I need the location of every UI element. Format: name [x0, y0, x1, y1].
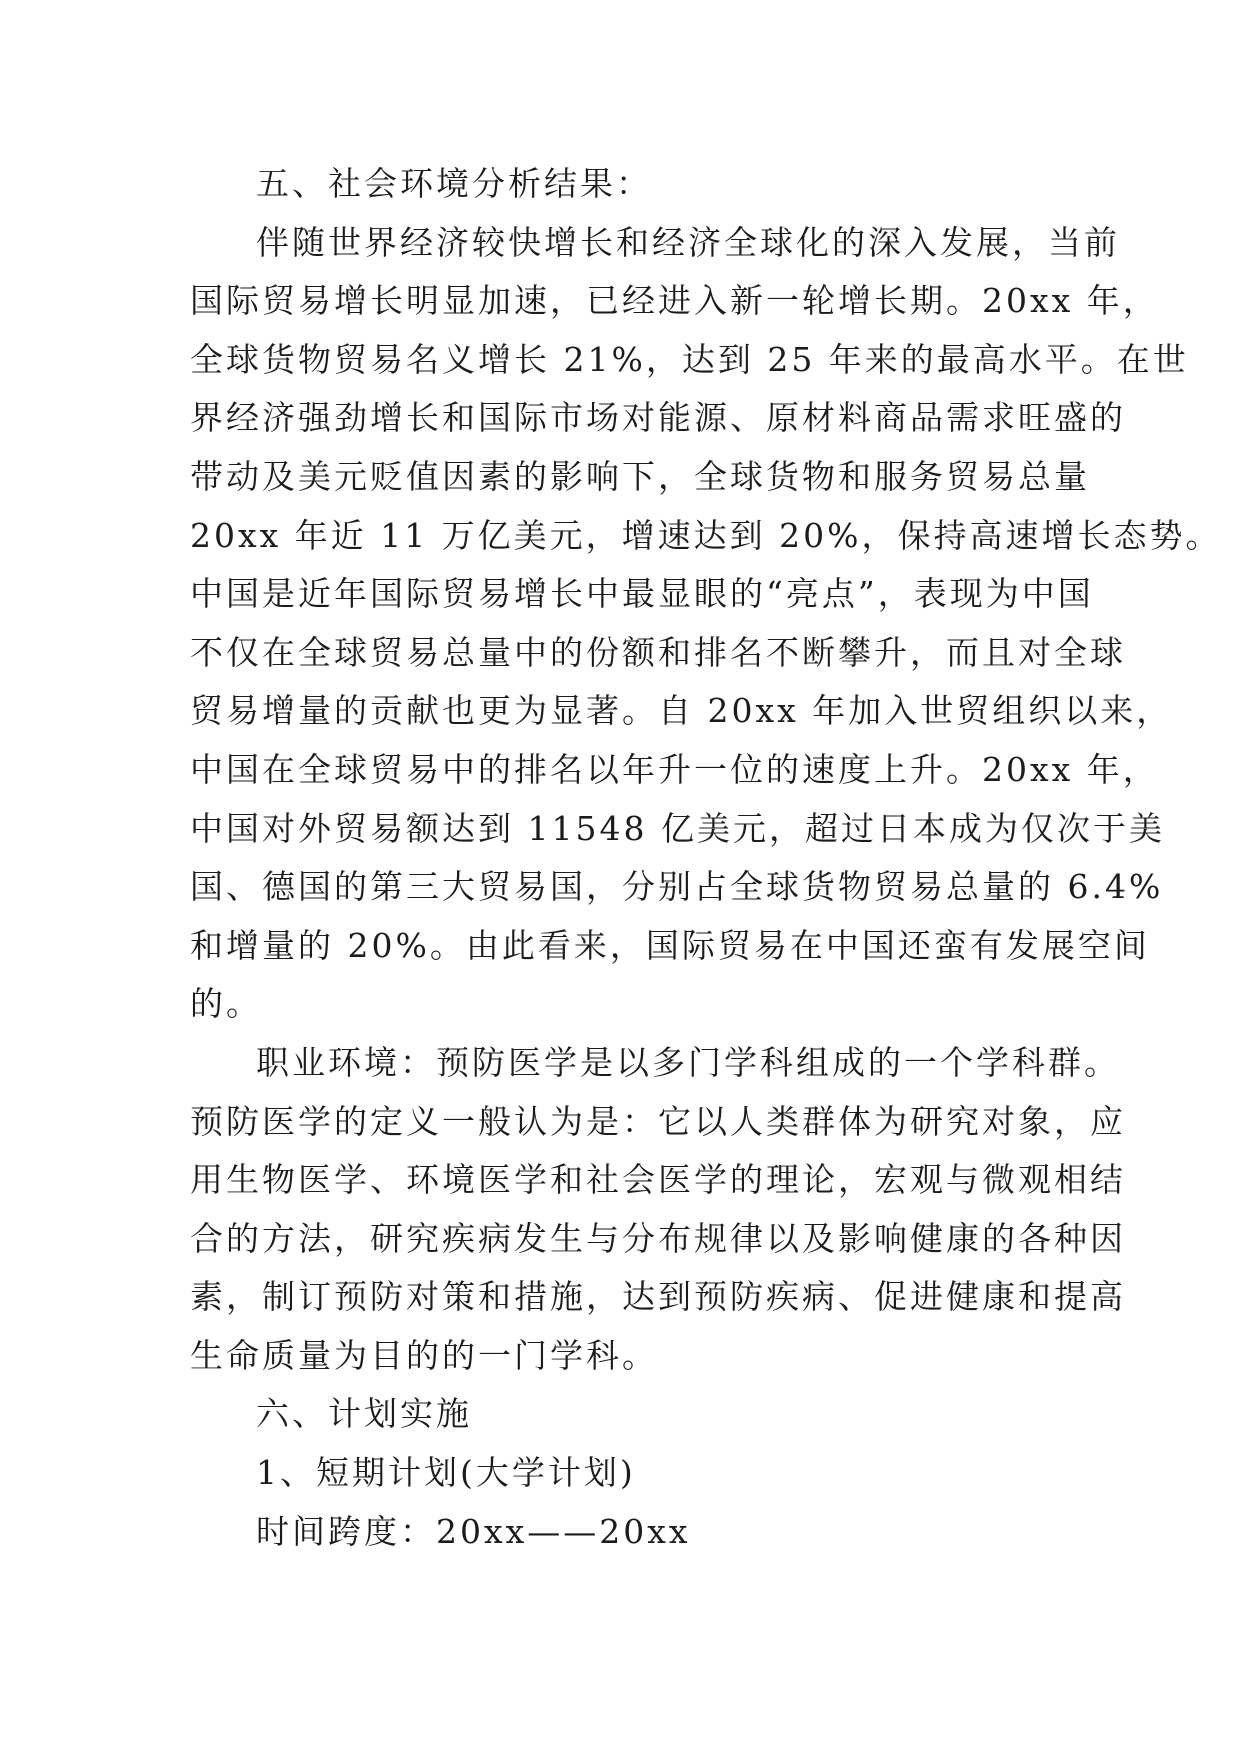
text-line: 界经济强劲增长和国际市场对能源、原材料商品需求旺盛的: [190, 398, 1126, 438]
text-line: 中国对外贸易额达到 11548 亿美元，超过日本成为仅次于美: [190, 808, 1165, 848]
text-line: 和增量的 20%。由此看来，国际贸易在中国还蛮有发展空间: [190, 925, 1150, 965]
text-line: 1、短期计划(大学计划): [256, 1453, 636, 1493]
text-line: 预防医学的定义一般认为是：它以人类群体为研究对象，应: [190, 1101, 1126, 1141]
text-line: 中国在全球贸易中的排名以年升一位的速度上升。20xx 年，: [190, 749, 1159, 789]
text-line: 伴随世界经济较快增长和经济全球化的深入发展，当前: [256, 222, 1120, 262]
text-line: 国、德国的第三大贸易国，分别占全球货物贸易总量的 6.4%: [190, 867, 1164, 907]
text-line: 职业环境：预防医学是以多门学科组成的一个学科群。: [256, 1042, 1120, 1082]
text-line: 中国是近年国际贸易增长中最显眼的“亮点”，表现为中国: [190, 574, 1094, 614]
text-line: 六、计划实施: [256, 1394, 472, 1434]
document-body: [190, 155, 1222, 1561]
text-line: 全球货物贸易名义增长 21%，达到 25 年来的最高水平。在世: [190, 339, 1189, 379]
text-line: 20xx 年近 11 万亿美元，增速达到 20%，保持高速增长态势。: [190, 515, 1222, 555]
text-line: 国际贸易增长明显加速，已经进入新一轮增长期。20xx 年，: [190, 281, 1159, 321]
text-line: 贸易增量的贡献也更为显著。自 20xx 年加入世贸组织以来，: [190, 691, 1173, 731]
text-line: 的。: [190, 984, 262, 1024]
text-line: 素，制订预防对策和措施，达到预防疾病、促进健康和提高: [190, 1277, 1126, 1317]
text-line: 用生物医学、环境医学和社会医学的理论，宏观与微观相结: [190, 1160, 1126, 1200]
text-line: 五、社会环境分析结果：: [256, 164, 652, 203]
text-line: 带动及美元贬值因素的影响下，全球货物和服务贸易总量: [190, 456, 1090, 496]
text-line: 不仅在全球贸易总量中的份额和排名不断攀升，而且对全球: [190, 632, 1126, 672]
text-line: 时间跨度：20xx——20xx: [256, 1511, 691, 1551]
text-line: 生命质量为目的的一门学科。: [190, 1335, 658, 1375]
text-line: 合的方法，研究疾病发生与分布规律以及影响健康的各种因: [190, 1218, 1126, 1258]
